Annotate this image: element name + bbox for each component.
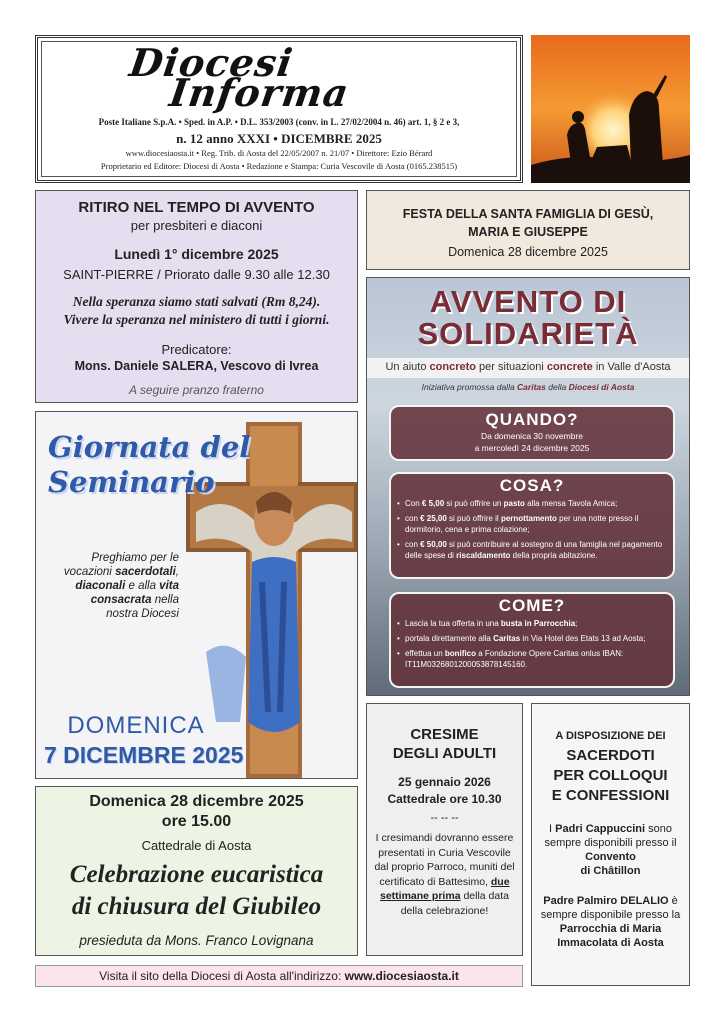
come-item-3	[405, 648, 665, 670]
logo-diocesi: Diocesi	[126, 40, 297, 85]
b: di Châtillon	[580, 865, 641, 877]
come-item-1	[405, 618, 665, 629]
prayer-line	[35, 565, 179, 579]
festa-title-2: MARIA E GIUSEPPE	[468, 225, 588, 239]
t: Lascia la tua offerta in una	[405, 619, 501, 628]
sacerdoti-box	[531, 703, 690, 986]
sacerdoti-title-3: E CONFESSIONI	[551, 787, 670, 804]
b: Parrocchia di Maria Immacolata di Aosta	[557, 923, 664, 949]
ritiro-note: A seguire pranzo fraterno	[129, 383, 264, 397]
t: si può offrire un	[444, 499, 504, 508]
cresime-date: 25 gennaio 2026	[398, 775, 491, 789]
festa-title-1: FESTA DELLA SANTA FAMIGLIA DI GESÙ,	[402, 207, 654, 221]
come-list	[391, 618, 673, 670]
t: sono sempre disponibili presso il	[544, 823, 677, 849]
website-footer	[35, 965, 523, 987]
t: ,	[175, 566, 179, 578]
b: € 25,00	[420, 514, 447, 523]
t: ;	[575, 619, 578, 628]
t: della propria abitazione.	[510, 551, 598, 560]
masthead	[35, 35, 523, 183]
avvento-promo	[367, 382, 689, 392]
sacerdoti-title-1: SACERDOTI	[566, 747, 655, 764]
cresime-place: Cattedrale ore 10.30	[387, 792, 502, 806]
tagline-part: in Valle d'Aosta	[592, 361, 671, 373]
promo-part: Iniziativa promossa dalla	[421, 382, 518, 392]
seminario-title-1: Giornata del	[48, 430, 251, 464]
t: I	[549, 823, 556, 835]
ritiro-subtitle: per presbiteri e diaconi	[130, 218, 263, 233]
avvento-title-1: AVVENTO DI	[429, 284, 627, 319]
logo-informa: Informa	[166, 70, 353, 115]
cresime-separator: -- -- --	[430, 812, 459, 824]
cosa-item-2	[405, 513, 665, 535]
t: nella	[151, 594, 179, 606]
sacerdoti-title-2: PER COLLOQUI	[553, 767, 668, 784]
b: pernottamento	[500, 514, 557, 523]
cosa-panel	[389, 472, 675, 579]
b: due settimane prima	[380, 875, 510, 902]
prayer-line: Preghiamo per le	[91, 552, 179, 564]
promo-bold: Caritas	[517, 382, 546, 392]
ritiro-title: RITIRO NEL TEMPO DI AVVENTO	[78, 199, 315, 216]
footer-text: Visita il sito della Diocesi di Aosta all'indirizzo:	[99, 969, 345, 983]
cosa-heading: COSA?	[499, 476, 565, 495]
come-panel	[389, 592, 675, 688]
t: alla mensa Tavola Amica;	[524, 499, 618, 508]
quando-line-1: Da domenica 30 novembre	[480, 431, 584, 441]
ritiro-motto-2: Vivere la speranza nel ministero di tutti i giorni.	[63, 312, 330, 327]
festa-box	[366, 190, 690, 270]
b: diaconali	[75, 580, 126, 592]
t: della data della celebrazione!	[400, 890, 509, 917]
prayer-line	[35, 593, 179, 607]
quando-line-2: a mercoledì 24 dicembre 2025	[474, 443, 590, 453]
come-item-2	[405, 633, 665, 644]
avvento-solidarieta-box	[366, 277, 690, 696]
b: Padre Palmiro DELALIO	[543, 895, 669, 907]
t: vocazioni	[63, 566, 116, 578]
b: bonifico	[444, 649, 476, 658]
celebrazione-place: Cattedrale di Aosta	[141, 838, 252, 853]
t: Con	[405, 499, 422, 508]
quando-panel	[389, 405, 675, 461]
tagline-bold: concrete	[546, 361, 593, 373]
cresime-box	[366, 703, 523, 956]
t: si può contribuire al sostegno di una famiglia nel pagamento delle spese di	[405, 540, 663, 560]
ritiro-date: Lunedì 1° dicembre 2025	[114, 246, 279, 262]
avvento-tagline	[367, 358, 689, 378]
celebrazione-title-1: Celebrazione eucaristica	[69, 861, 324, 888]
issue-number: n. 12 anno XXXI • DICEMBRE 2025	[176, 131, 382, 146]
nativity-silhouette-image	[531, 35, 690, 183]
celebrazione-date: Domenica 28 dicembre 2025	[89, 793, 304, 810]
celebrazione-box	[35, 786, 358, 956]
promo-bold: Diocesi di Aosta	[568, 382, 635, 392]
seminario-title-2: Seminario	[48, 465, 215, 499]
cresime-title-1: CRESIME	[410, 726, 479, 743]
preacher-name: Mons. Daniele SALERA, Vescovo di Ivrea	[74, 359, 319, 373]
postal-info: Poste Italiane S.p.A. • Sped. in A.P. • D.L. 353/2003 (conv. in L. 27/02/2004 n. 46) art. 1, § 2 e 3,	[98, 117, 460, 127]
ritiro-box	[35, 190, 358, 403]
avvento-title-2: SOLIDARIETÀ	[417, 316, 639, 351]
cosa-list	[391, 498, 673, 561]
t: effettua un	[405, 649, 445, 658]
celebrazione-title-2: di chiusura del Giubileo	[71, 893, 322, 920]
celebrazione-time: ore 15.00	[161, 813, 232, 830]
t: per una notte presso il dormitorio, cena e prima colazione;	[405, 514, 639, 534]
come-heading: COME?	[498, 596, 566, 615]
t: a Fondazione Opere Caritas onlus IBAN: IT11M0326801200053878145160.	[405, 649, 624, 669]
t: con	[405, 514, 421, 523]
b: consacrata	[90, 594, 152, 606]
tagline-part: per situazioni	[475, 361, 547, 373]
b: Convento	[585, 851, 636, 863]
prayer-line	[35, 579, 179, 593]
b: riscaldamento	[456, 551, 511, 560]
seminario-date: 7 DICEMBRE 2025	[44, 742, 244, 768]
t: I cresimandi dovranno essere presentati in Curia Vescovile dal proprio Parroco, muniti del certificato di Battesimo,	[374, 832, 515, 888]
seminario-prayer	[35, 551, 179, 621]
b: Caritas	[493, 634, 521, 643]
seminario-day: DOMENICA	[67, 712, 205, 739]
tagline-bold: concreto	[429, 361, 476, 373]
ritiro-place: SAINT-PIERRE / Priorato dalle 9.30 alle 12.30	[63, 267, 330, 282]
celebrazione-presider: presieduta da Mons. Franco Lovignana	[79, 933, 314, 948]
cosa-item-3	[405, 539, 665, 561]
cresime-title-2: DEGLI ADULTI	[392, 745, 497, 762]
website-link[interactable]: www.diocesiaosta.it	[344, 969, 459, 983]
quando-heading: QUANDO?	[485, 410, 579, 429]
prayer-line: nostra Diocesi	[106, 608, 179, 620]
b: vita	[159, 580, 179, 592]
ritiro-motto-1: Nella speranza siamo stati salvati (Rm 8,24).	[72, 294, 321, 309]
t: in Via Hotel des Etats 13 ad Aosta;	[520, 634, 646, 643]
cappuccini-text	[540, 822, 681, 878]
festa-date: Domenica 28 dicembre 2025	[448, 245, 608, 259]
t: con	[405, 540, 421, 549]
preacher-label: Predicatore:	[161, 342, 232, 357]
t: si può offrire il	[446, 514, 501, 523]
b: pasto	[503, 499, 525, 508]
cresime-body	[373, 831, 516, 918]
t: e alla	[125, 580, 160, 592]
seminario-box	[35, 411, 358, 779]
b: € 5,00	[421, 499, 445, 508]
delalio-text	[540, 894, 681, 950]
b: busta in Parrocchia	[500, 619, 576, 628]
tagline-part: Un aiuto	[385, 361, 430, 373]
sacerdoti-pre: A DISPOSIZIONE DEI	[555, 730, 666, 742]
publisher-info: Proprietario ed Editore: Diocesi di Aosta • Redazione e Stampa: Curia Vescovile di Aosta (0165.238515)	[100, 161, 458, 171]
t: è sempre disponibile presso la	[540, 895, 681, 921]
promo-part: della	[545, 382, 569, 392]
b: € 50,00	[420, 540, 447, 549]
b: sacerdotali	[115, 566, 176, 578]
t: portala direttamente alla	[405, 634, 494, 643]
registration-info: www.diocesiaosta.it • Reg. Trib. di Aosta del 22/05/2007 n. 21/07 • Direttore: Ezio Bérard	[125, 148, 433, 158]
b: Padri Cappuccini	[555, 823, 646, 835]
cosa-item-1	[405, 498, 665, 509]
